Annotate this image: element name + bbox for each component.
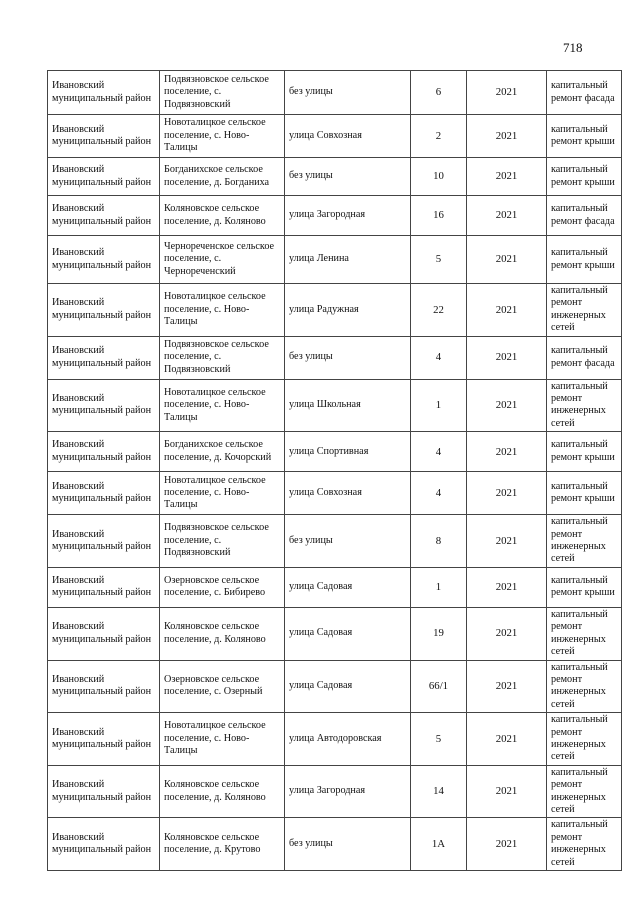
street-cell: без улицы [285,158,411,196]
settlement-cell: Озерновское сельское поселение, с. Озерный [160,660,285,713]
table-row [48,196,622,236]
work-type-cell: капитальный ремонт инженерных сетей [547,713,622,766]
settlement-cell: Озерновское сельское поселение, с. Бибирево [160,567,285,607]
house-number-cell: 19 [411,607,467,660]
table-row [48,115,622,158]
street-cell: улица Ленина [285,236,411,284]
table-row [48,158,622,196]
district-cell: Ивановский муниципальный район [48,713,160,766]
table-row [48,765,622,818]
year-cell: 2021 [467,236,547,284]
table-row [48,379,622,432]
street-cell: улица Садовая [285,567,411,607]
district-cell: Ивановский муниципальный район [48,236,160,284]
settlement-cell: Богданихское сельское поселение, д. Кочорский [160,432,285,472]
settlement-cell: Коляновское сельское поселение, д. Крутово [160,818,285,871]
settlement-cell: Подвязновское сельское поселение, с. Подвязновский [160,336,285,379]
table-body [48,71,622,871]
street-cell: улица Совхозная [285,472,411,515]
year-cell: 2021 [467,607,547,660]
work-type-cell: капитальный ремонт инженерных сетей [547,818,622,871]
district-cell: Ивановский муниципальный район [48,432,160,472]
settlement-cell: Коляновское сельское поселение, д. Коляново [160,765,285,818]
house-number-cell: 14 [411,765,467,818]
district-cell: Ивановский муниципальный район [48,379,160,432]
settlement-cell: Новоталицкое сельское поселение, с. Ново-Талицы [160,472,285,515]
street-cell: улица Загородная [285,196,411,236]
settlement-cell: Новоталицкое сельское поселение, с. Ново-Талицы [160,713,285,766]
table-row [48,713,622,766]
district-cell: Ивановский муниципальный район [48,515,160,568]
table-row [48,567,622,607]
street-cell: улица Загородная [285,765,411,818]
house-number-cell: 4 [411,432,467,472]
house-number-cell: 1 [411,379,467,432]
street-cell: без улицы [285,336,411,379]
work-type-cell: капитальный ремонт инженерных сетей [547,379,622,432]
year-cell: 2021 [467,765,547,818]
table-row [48,818,622,871]
work-type-cell: капитальный ремонт фасада [547,71,622,115]
work-type-cell: капитальный ремонт инженерных сетей [547,515,622,568]
table-row [48,607,622,660]
street-cell: улица Радужная [285,284,411,337]
house-number-cell: 66/1 [411,660,467,713]
district-cell: Ивановский муниципальный район [48,472,160,515]
work-type-cell: капитальный ремонт инженерных сетей [547,660,622,713]
settlement-cell: Богданихское сельское поселение, д. Богданиха [160,158,285,196]
house-number-cell: 16 [411,196,467,236]
work-type-cell: капитальный ремонт крыши [547,236,622,284]
year-cell: 2021 [467,567,547,607]
year-cell: 2021 [467,71,547,115]
work-type-cell: капитальный ремонт инженерных сетей [547,765,622,818]
house-number-cell: 5 [411,713,467,766]
street-cell: улица Автодоровская [285,713,411,766]
table-row [48,71,622,115]
house-number-cell: 6 [411,71,467,115]
house-number-cell: 1 [411,567,467,607]
page-number: 718 [563,40,583,55]
work-type-cell: капитальный ремонт крыши [547,115,622,158]
table-row [48,236,622,284]
year-cell: 2021 [467,284,547,337]
settlement-cell: Чернореченское сельское поселение, с. Чернореченский [160,236,285,284]
year-cell: 2021 [467,158,547,196]
district-cell: Ивановский муниципальный район [48,71,160,115]
district-cell: Ивановский муниципальный район [48,196,160,236]
district-cell: Ивановский муниципальный район [48,158,160,196]
work-type-cell: капитальный ремонт фасада [547,336,622,379]
street-cell: улица Садовая [285,607,411,660]
year-cell: 2021 [467,196,547,236]
settlement-cell: Новоталицкое сельское поселение, с. Ново-Талицы [160,115,285,158]
settlement-cell: Подвязновское сельское поселение, с. Подвязновский [160,515,285,568]
street-cell: улица Спортивная [285,432,411,472]
settlement-cell: Коляновское сельское поселение, д. Коляново [160,607,285,660]
year-cell: 2021 [467,115,547,158]
street-cell: без улицы [285,515,411,568]
year-cell: 2021 [467,660,547,713]
work-type-cell: капитальный ремонт инженерных сетей [547,284,622,337]
work-type-cell: капитальный ремонт фасада [547,196,622,236]
street-cell: без улицы [285,71,411,115]
house-number-cell: 10 [411,158,467,196]
district-cell: Ивановский муниципальный район [48,115,160,158]
work-type-cell: капитальный ремонт крыши [547,432,622,472]
settlement-cell: Новоталицкое сельское поселение, с. Ново-Талицы [160,284,285,337]
table-row [48,515,622,568]
district-cell: Ивановский муниципальный район [48,567,160,607]
table-row [48,432,622,472]
year-cell: 2021 [467,472,547,515]
year-cell: 2021 [467,336,547,379]
year-cell: 2021 [467,379,547,432]
work-type-cell: капитальный ремонт крыши [547,158,622,196]
house-number-cell: 1А [411,818,467,871]
table-row [48,336,622,379]
table-row [48,660,622,713]
work-type-cell: капитальный ремонт крыши [547,567,622,607]
table-row [48,472,622,515]
house-number-cell: 22 [411,284,467,337]
work-type-cell: капитальный ремонт крыши [547,472,622,515]
house-number-cell: 5 [411,236,467,284]
house-number-cell: 4 [411,472,467,515]
settlement-cell: Новоталицкое сельское поселение, с. Ново-Талицы [160,379,285,432]
street-cell: без улицы [285,818,411,871]
year-cell: 2021 [467,432,547,472]
district-cell: Ивановский муниципальный район [48,336,160,379]
district-cell: Ивановский муниципальный район [48,765,160,818]
year-cell: 2021 [467,713,547,766]
street-cell: улица Школьная [285,379,411,432]
table-row [48,284,622,337]
repair-register-table [47,70,622,871]
year-cell: 2021 [467,515,547,568]
year-cell: 2021 [467,818,547,871]
district-cell: Ивановский муниципальный район [48,660,160,713]
house-number-cell: 4 [411,336,467,379]
settlement-cell: Коляновское сельское поселение, д. Коляново [160,196,285,236]
house-number-cell: 8 [411,515,467,568]
street-cell: улица Совхозная [285,115,411,158]
district-cell: Ивановский муниципальный район [48,607,160,660]
district-cell: Ивановский муниципальный район [48,818,160,871]
work-type-cell: капитальный ремонт инженерных сетей [547,607,622,660]
street-cell: улица Садовая [285,660,411,713]
house-number-cell: 2 [411,115,467,158]
district-cell: Ивановский муниципальный район [48,284,160,337]
settlement-cell: Подвязновское сельское поселение, с. Подвязновский [160,71,285,115]
